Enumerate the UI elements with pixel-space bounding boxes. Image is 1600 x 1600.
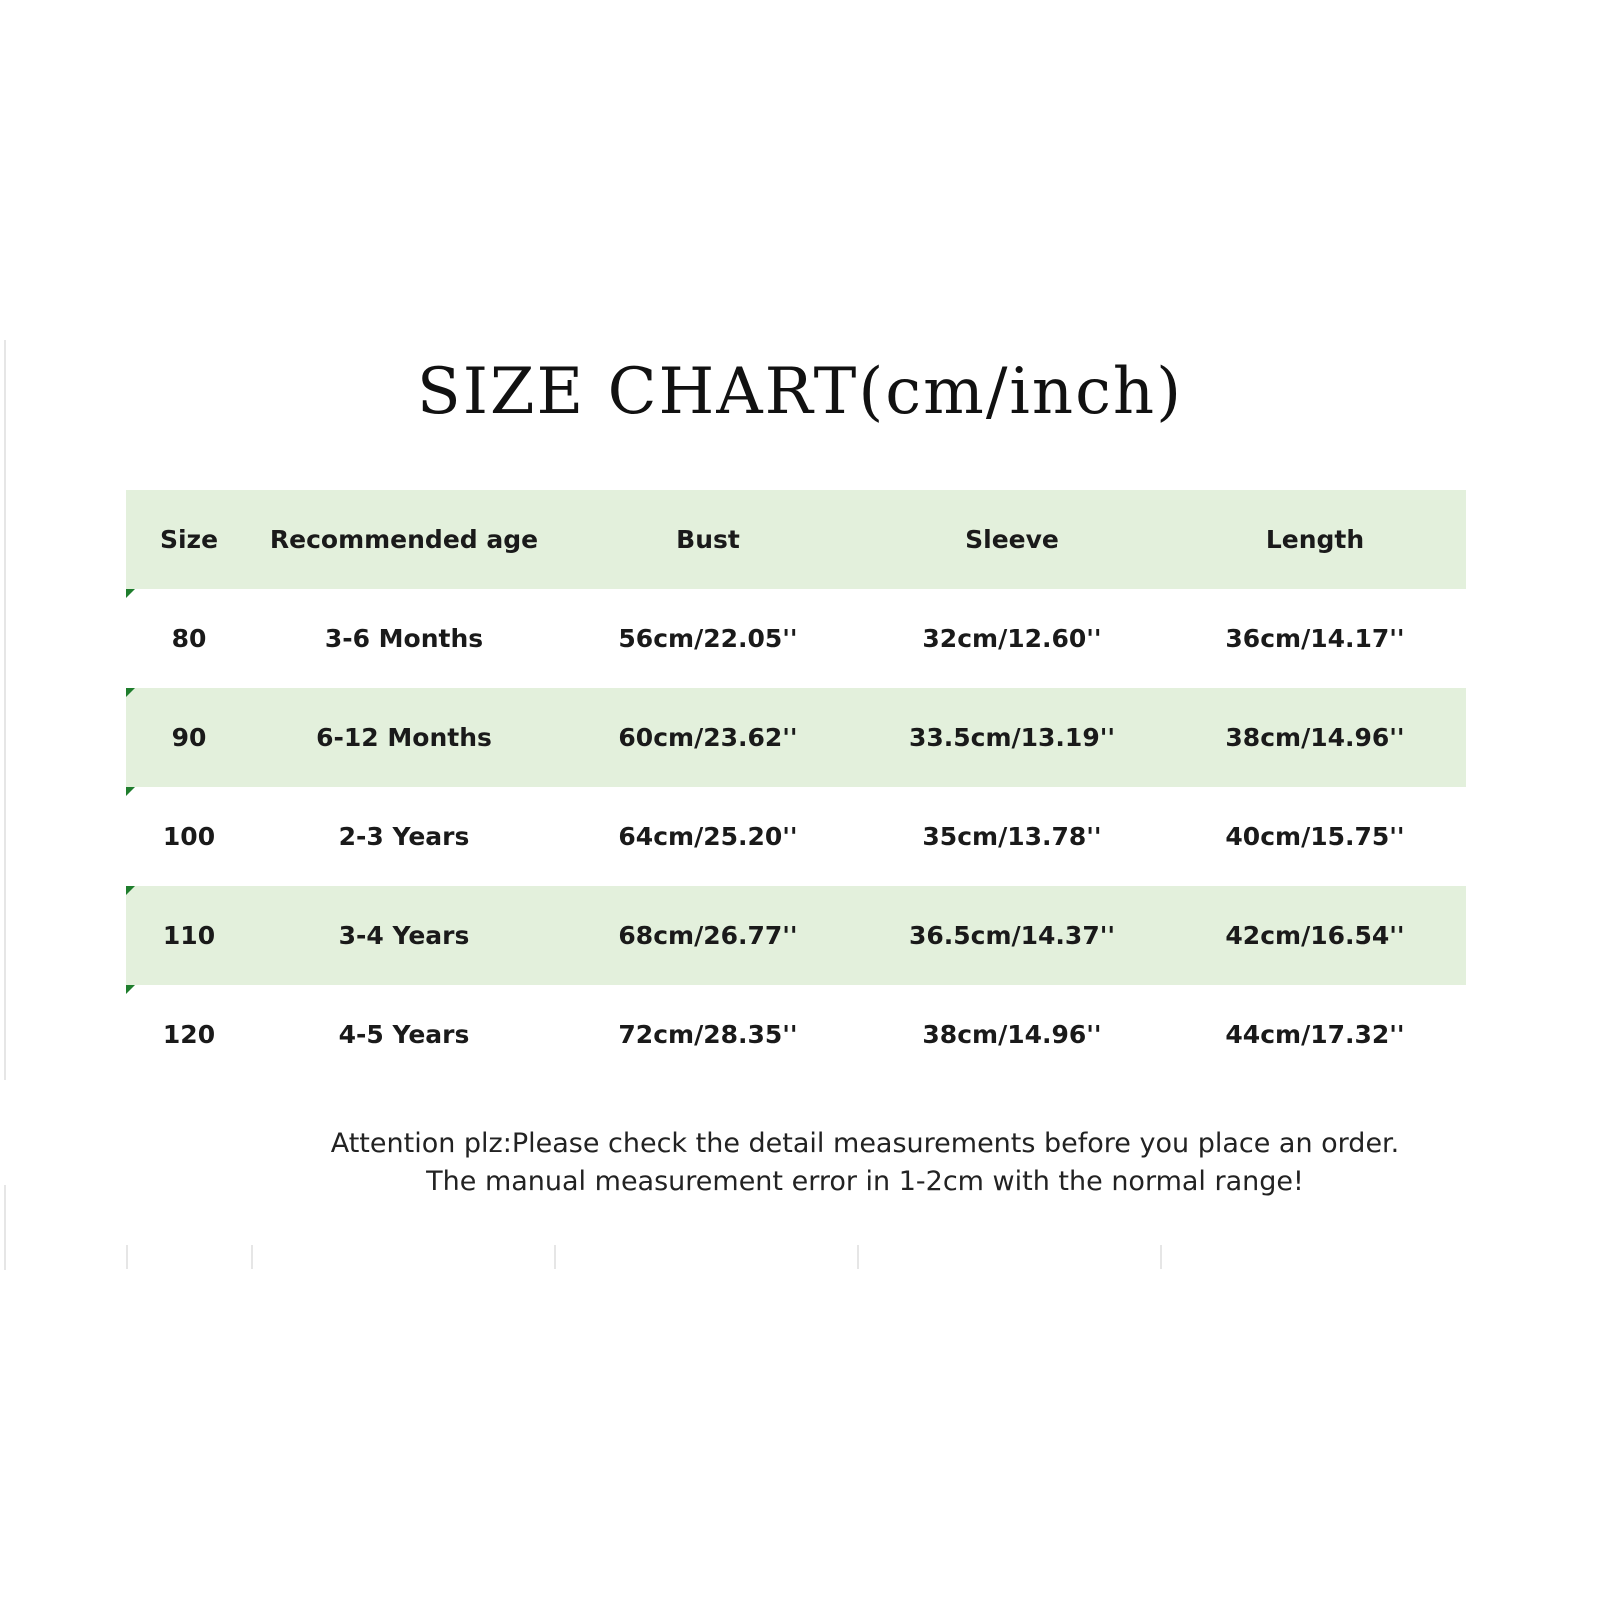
column-divider	[251, 1245, 253, 1269]
cell-bust: 64cm/25.20''	[618, 822, 798, 851]
cell-marker-icon	[126, 787, 135, 796]
header-length: Length	[1265, 525, 1365, 554]
cell-length: 42cm/16.54''	[1225, 921, 1405, 950]
cell-bust: 72cm/28.35''	[618, 1020, 798, 1049]
table-row	[126, 688, 1466, 787]
cell-sleeve: 32cm/12.60''	[922, 624, 1102, 653]
cell-length: 38cm/14.96''	[1225, 723, 1405, 752]
cell-sleeve: 33.5cm/13.19''	[908, 723, 1116, 752]
cell-age: 3-6 Months	[324, 624, 484, 653]
table-row	[126, 886, 1466, 985]
cell-length: 40cm/15.75''	[1225, 822, 1405, 851]
table-row	[126, 589, 1466, 688]
cell-bust: 60cm/23.62''	[618, 723, 798, 752]
cell-marker-icon	[126, 985, 135, 994]
cell-size: 80	[171, 624, 207, 653]
column-divider	[1160, 1245, 1162, 1269]
table-row	[126, 787, 1466, 886]
cell-size: 100	[162, 822, 216, 851]
attention-note: Attention plz:Please check the detail measurements before you place an order.	[330, 1128, 1400, 1159]
cell-marker-icon	[126, 589, 135, 598]
header-size: Size	[159, 525, 219, 554]
size-table	[126, 490, 1466, 1084]
cell-age: 4-5 Years	[338, 1020, 470, 1049]
cell-age: 2-3 Years	[338, 822, 470, 851]
cell-sleeve: 38cm/14.96''	[922, 1020, 1102, 1049]
cell-size: 120	[162, 1020, 216, 1049]
size-chart-title: SIZE CHART(cm/inch)	[416, 355, 1184, 429]
column-divider	[857, 1245, 859, 1269]
cell-marker-icon	[126, 688, 135, 697]
table-header-row	[126, 490, 1466, 589]
edge-divider	[4, 340, 6, 1080]
header-bust: Bust	[676, 525, 740, 554]
cell-length: 36cm/14.17''	[1225, 624, 1405, 653]
cell-sleeve: 35cm/13.78''	[922, 822, 1102, 851]
cell-size: 90	[171, 723, 207, 752]
column-divider	[126, 1245, 128, 1269]
cell-bust: 56cm/22.05''	[618, 624, 798, 653]
edge-divider	[4, 1185, 6, 1270]
cell-sleeve: 36.5cm/14.37''	[908, 921, 1116, 950]
cell-length: 44cm/17.32''	[1225, 1020, 1405, 1049]
cell-marker-icon	[126, 886, 135, 895]
cell-age: 3-4 Years	[338, 921, 470, 950]
cell-size: 110	[162, 921, 216, 950]
cell-age: 6-12 Months	[316, 723, 492, 752]
header-recommended-age: Recommended age	[269, 525, 539, 554]
header-sleeve: Sleeve	[965, 525, 1059, 554]
table-row	[126, 985, 1466, 1084]
measurement-error-note: The manual measurement error in 1-2cm with the normal range!	[426, 1166, 1304, 1197]
cell-bust: 68cm/26.77''	[618, 921, 798, 950]
column-divider	[554, 1245, 556, 1269]
